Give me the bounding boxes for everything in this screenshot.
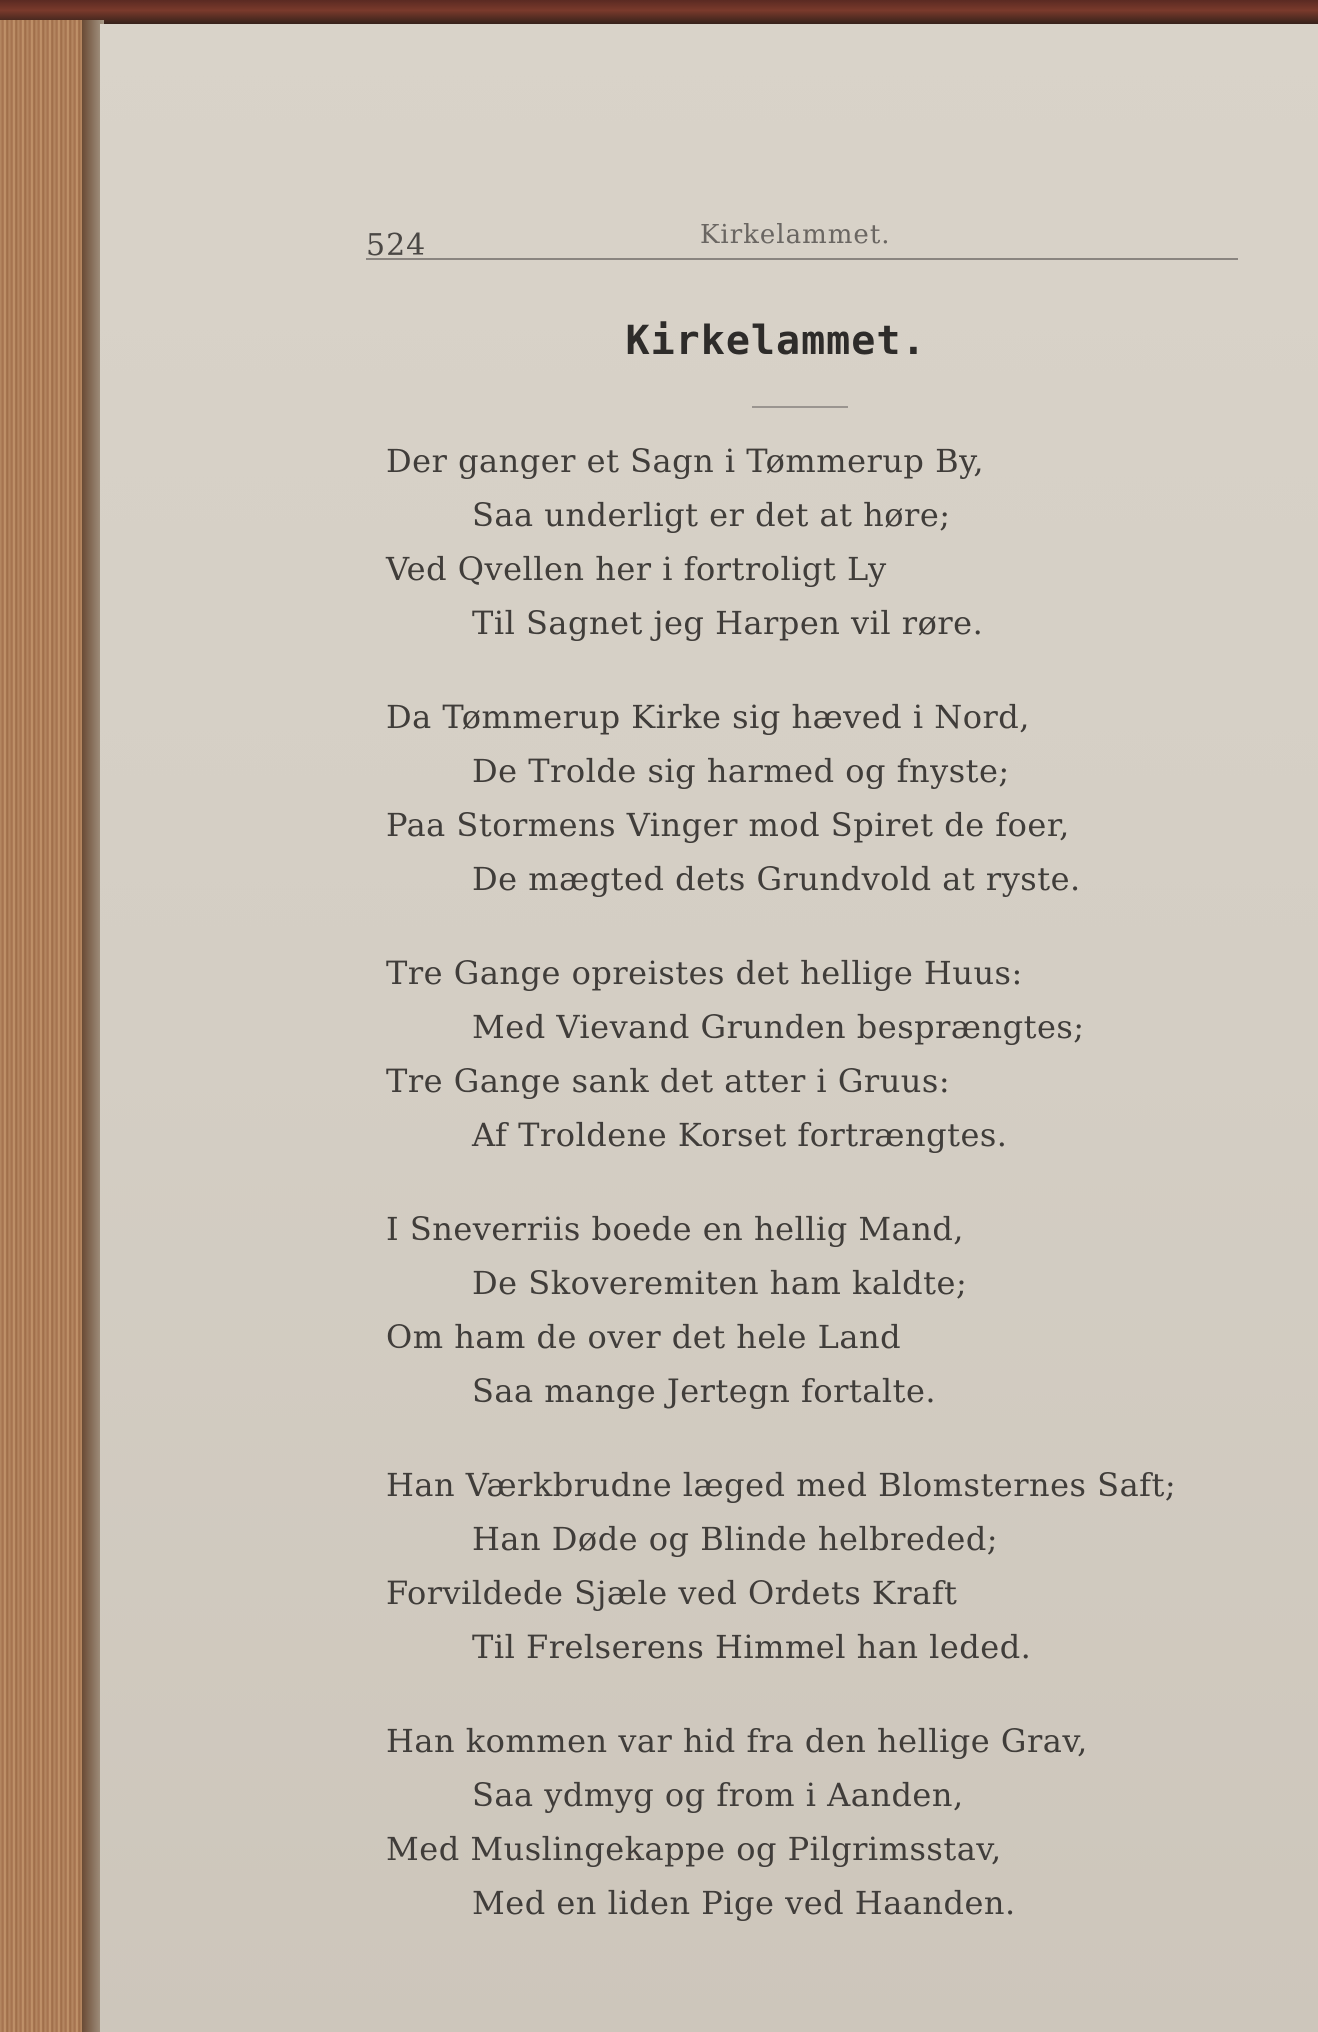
stanza-3 [386, 946, 1286, 1162]
running-title: Kirkelammet. [700, 220, 891, 250]
stanza-1 [386, 434, 1286, 650]
stanza-2 [386, 690, 1286, 906]
page-stack-edge [0, 20, 95, 2032]
verse-line: Saa mange Jertegn fortalte. [472, 1372, 937, 1410]
verse-line: Han kommen var hid fra den hellige Grav, [386, 1722, 1088, 1760]
page-number: 524 [366, 228, 427, 263]
stanza-5 [386, 1458, 1286, 1674]
verse-line: Saa ydmyg og from i Aanden, [472, 1776, 964, 1814]
verse-line: I Sneverriis boede en hellig Mand, [386, 1210, 964, 1248]
verse-line: De mægted dets Grundvold at ryste. [472, 860, 1081, 898]
verse-line: Tre Gange sank det atter i Gruus: [386, 1062, 951, 1100]
stanza-4 [386, 1202, 1286, 1418]
verse-line: Med Muslingekappe og Pilgrimsstav, [386, 1830, 1002, 1868]
poem-title: Kirkelammet. [625, 318, 927, 364]
verse-line: Der ganger et Sagn i Tømmerup By, [386, 442, 985, 480]
verse-line: Ved Qvellen her i fortroligt Ly [386, 550, 887, 588]
poem-body [386, 434, 1286, 1970]
verse-line: Saa underligt er det at høre; [472, 496, 951, 534]
verse-line: Han Døde og Blinde helbreded; [472, 1520, 999, 1558]
stanza-6 [386, 1714, 1286, 1930]
verse-line: Paa Stormens Vinger mod Spiret de foer, [386, 806, 1070, 844]
book-cover-edge [0, 0, 1318, 26]
verse-line: Tre Gange opreistes det hellige Huus: [386, 954, 1023, 992]
verse-line: Med Vievand Grunden besprængtes; [472, 1008, 1085, 1046]
verse-line: Af Troldene Korset fortrængtes. [472, 1116, 1008, 1154]
verse-line: Til Sagnet jeg Harpen vil røre. [472, 604, 984, 642]
verse-line: Da Tømmerup Kirke sig hæved i Nord, [386, 698, 1030, 736]
verse-line: Til Frelserens Himmel han leded. [472, 1628, 1032, 1666]
verse-line: Om ham de over det hele Land [386, 1318, 902, 1356]
verse-line: Med en liden Pige ved Haanden. [472, 1884, 1016, 1922]
header-rule [366, 258, 1238, 260]
title-rule [752, 406, 848, 408]
verse-line: Forvildede Sjæle ved Ordets Kraft [386, 1574, 958, 1612]
book-page [100, 24, 1318, 2032]
verse-line: Han Værkbrudne læged med Blomsternes Saft; [386, 1466, 1177, 1504]
running-head [100, 220, 1318, 270]
verse-line: De Skoveremiten ham kaldte; [472, 1264, 968, 1302]
verse-line: De Trolde sig harmed og fnyste; [472, 752, 1010, 790]
